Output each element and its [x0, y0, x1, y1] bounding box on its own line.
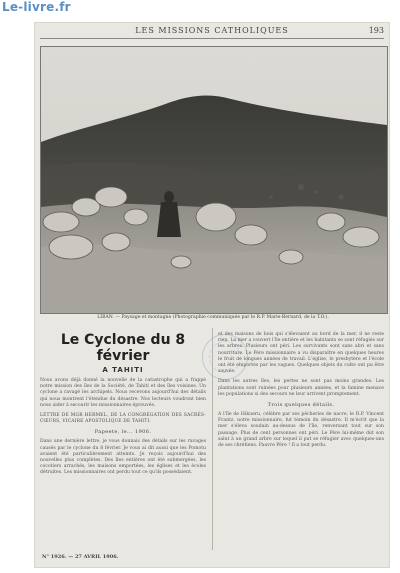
journal-title: LES MISSIONS CATHOLIQUES [135, 26, 289, 35]
header-rule [40, 38, 384, 39]
intro-paragraph: Nous avons déjà donné la nouvelle de la catastrophe qui a frappé notre mission des îles de la Société, de Tahiti et des îles voisines. Un cyclone a ravagé les archipels. Nous recevons aujourd'hui des détails qui nous montrent l'étendue du désastre. Nos lecteurs voudront bien nous aider à secourir les missionnaires éprouvés. [40, 378, 206, 408]
left-column [40, 328, 206, 477]
photo-illustration [41, 47, 387, 313]
right-section-heading: Trois quelques détails. [267, 402, 335, 409]
article-subtitle: A TAHITI [102, 366, 144, 374]
scanned-page [34, 22, 390, 568]
right-paragraph-2: Dans les autres îles, les pertes ne sont pas moins grandes. Les plantations sont ruinées pour plusieurs années, et la famine menace les populations si des secours ne leur arrivent promptement. [218, 379, 384, 397]
page-header [34, 26, 390, 40]
landscape-photo [40, 46, 388, 314]
letter-heading: LETTRE DE MGR HERMEL, DE LA CONGRÉGATION DES SACRÉS-CŒURS, VICAIRE APOSTOLIQUE DE TAHITI. [40, 413, 206, 425]
issue-footer: N° 1926. — 27 AVRIL 1906. [42, 554, 119, 560]
right-column [218, 328, 384, 449]
right-paragraph-3: A l'île de Hikueru, célèbre par ses pêcheries de nacre, le R.P. Vincent Frantz, notre missionnaire, fut témoin du désastre. Il m'écrit que la mer s'éleva soudain au-dessus de l'île, renversant tout sur son passage. Plus de cent personnes ont péri. Le Père lui-même dut son salut à un grand arbre sur lequel il put se réfugier avec quelques-uns de ses chrétiens. Pauvre Père ! Il a tout perdu. [218, 412, 384, 449]
article-title: Le Cyclone du 8 février [60, 332, 186, 364]
page-number: 193 [368, 26, 384, 35]
letter-date: Papeete, le... 1906. [94, 429, 152, 436]
photo-caption: LIBAN. — Paysage et montagne (Photographie communiquée par le R.P. Marie-Bernard, de la T.O.). [97, 315, 329, 320]
letter-body: Dans une dernière lettre, je vous donnais des détails sur les ravages causés par le cyclone du 8 février. Je vous ai dit aussi que les Pomotu avaient été particulièrement atteints. Je reçois aujourd'hui des nouvelles plus complètes. Des îles entières ont été submergées, les cocotiers arrachés, les maisons emportées, les églises et les écoles détruites. Les missionnaires ont perdu tout ce qu'ils possédaient. [40, 439, 206, 476]
site-watermark: Le-livre.fr [2, 0, 71, 14]
right-paragraph-1: et des maisons de bois qui s'élevaient au bord de la mer, il ne reste rien. La mer a couvert l'île entière et les habitants se sont réfugiés sur les arbres. Plusieurs ont péri. Les survivants sont sans abri et sans nourriture. Le Père missionnaire a vu disparaître en quelques heures le fruit de longues années de travail. L'église, le presbytère et l'école ont été emportés par les vagues. Quelques objets du culte ont pu être sauvés. [218, 332, 384, 375]
